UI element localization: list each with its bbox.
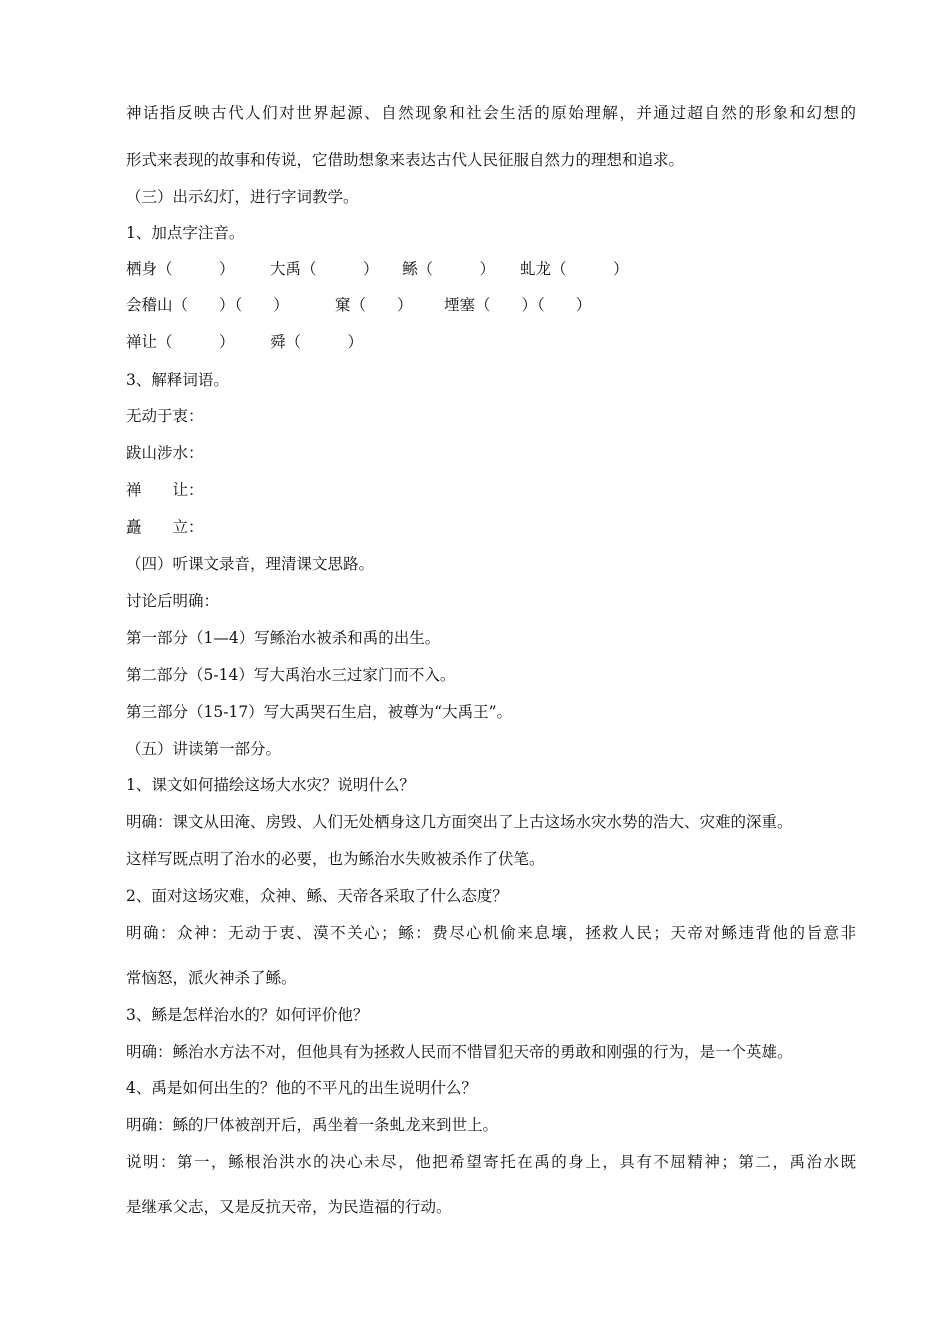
pinyin-item: 虬龙（ ）: [520, 260, 629, 278]
pinyin-item: 栖身（ ）: [126, 260, 235, 278]
item-1-heading: 1、加点字注音。: [126, 224, 245, 242]
answer-3: 明确：鲧治水方法不对，但他具有为拯救人民而不惜冒犯天帝的勇敢和刚强的行为，是一个英雄。: [126, 1043, 793, 1061]
pinyin-item: 鲧（ ）: [402, 260, 496, 278]
question-2: 2、面对这场灾难，众神、鲧、天帝各采取了什么态度？: [126, 887, 508, 905]
section-4-heading: （四）听课文录音，理清课文思路。: [126, 555, 375, 573]
pinyin-item: 大禹（ ）: [270, 260, 379, 278]
question-1: 1、课文如何描绘这场大水灾？说明什么？: [126, 776, 415, 794]
pinyin-item: 会稽山（ ）（ ）: [126, 296, 289, 314]
section-5-heading: （五）讲读第一部分。: [126, 740, 282, 758]
paragraph-myth-definition-line2: 形式来表现的故事和传说，它借助想象来表达古代人民征服自然力的理想和追求。: [126, 151, 685, 169]
vocab-item: 矗 立：: [126, 518, 204, 536]
question-3: 3、鲧是怎样治水的？如何评价他？: [126, 1006, 369, 1024]
vocab-item: 无动于衷：: [126, 407, 204, 425]
explanation-line1: 说明：第一，鲧根治洪水的决心未尽，他把希望寄托在禹的身上，具有不屈精神；第二，禹治水既: [126, 1153, 856, 1171]
question-4: 4、禹是如何出生的？他的不平凡的出生说明什么？: [126, 1079, 477, 1097]
structure-part-2: 第二部分（5-14）写大禹治水三过家门而不入。: [126, 666, 456, 684]
vocab-item: 禅 让：: [126, 481, 204, 499]
pinyin-item: 堙塞（ ）（ ）: [444, 296, 592, 314]
answer-4: 明确：鲧的尸体被剖开后，禹坐着一条虬龙来到世上。: [126, 1116, 499, 1134]
pinyin-item: 禅让（ ）: [126, 333, 235, 351]
structure-part-1: 第一部分（1—4）写鲧治水被杀和禹的出生。: [126, 629, 441, 647]
section-3-heading: （三）出示幻灯，进行字词教学。: [126, 188, 359, 206]
answer-2-line2: 常恼怒，派火神杀了鲧。: [126, 969, 297, 987]
answer-1-line2: 这样写既点明了治水的必要，也为鲧治水失败被杀作了伏笔。: [126, 850, 545, 868]
item-3-heading: 3、解释词语。: [126, 371, 229, 389]
pinyin-item: 舜（ ）: [270, 333, 364, 351]
structure-part-3: 第三部分（15-17）写大禹哭石生启，被尊为“大禹王”。: [126, 703, 513, 721]
discussion-label: 讨论后明确：: [126, 592, 220, 610]
explanation-line2: 是继承父志，又是反抗天帝，为民造福的行动。: [126, 1198, 452, 1216]
answer-2-line1: 明确：众神：无动于衷、漠不关心；鲧：费尽心机偷来息壤，拯救人民；天帝对鲧违背他的旨意非: [126, 924, 856, 942]
vocab-item: 跋山涉水：: [126, 444, 204, 462]
answer-1-line1: 明确：课文从田淹、房毁、人们无处栖身这几方面突出了上古这场水灾水势的浩大、灾难的深重。: [126, 813, 793, 831]
pinyin-item: 窠（ ）: [335, 296, 413, 314]
paragraph-myth-definition-line1: 神话指反映古代人们对世界起源、自然现象和社会生活的原始理解，并通过超自然的形象和幻想的: [126, 104, 856, 122]
